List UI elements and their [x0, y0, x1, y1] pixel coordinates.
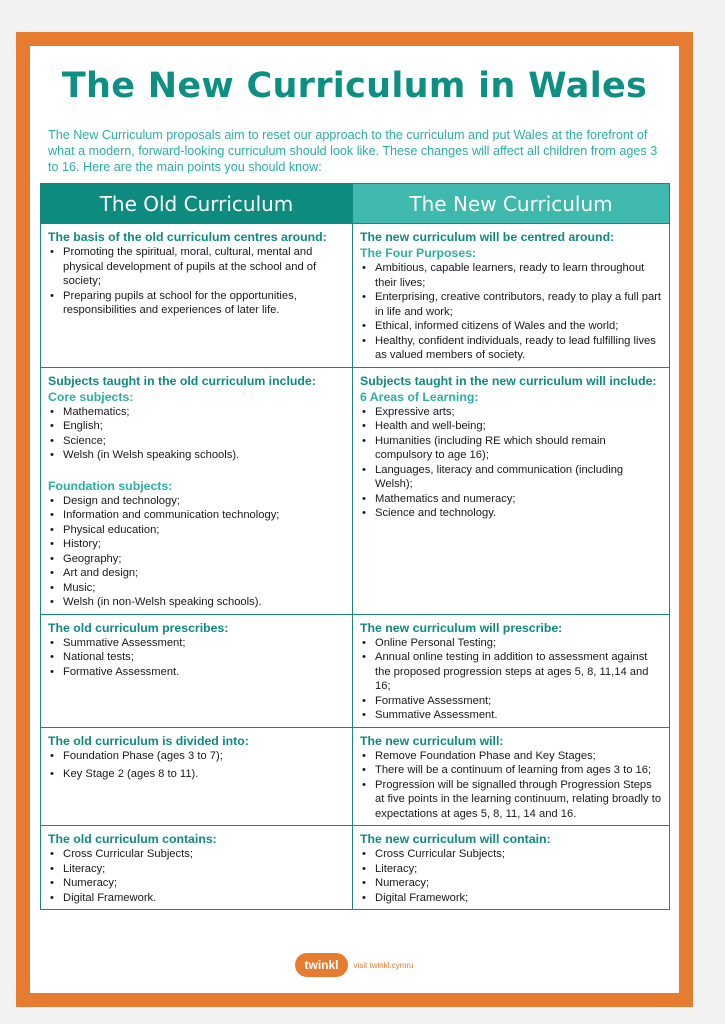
- old-contains-heading: The old curriculum contains:: [48, 832, 217, 846]
- old-divided-list: [48, 749, 345, 782]
- new-divided-cell: [353, 727, 670, 826]
- list-item: • Digital Framework.: [48, 891, 345, 906]
- new-contains-cell: [353, 826, 670, 910]
- list-item: • Literacy;: [360, 862, 662, 877]
- list-item: • National tests;: [48, 650, 345, 665]
- list-item: • Foundation Phase (ages 3 to 7);: [48, 749, 345, 764]
- page-content: [30, 46, 679, 993]
- list-item: • History;: [48, 537, 345, 552]
- old-subjects-cell: [41, 367, 353, 614]
- list-item: • Remove Foundation Phase and Key Stages;: [360, 749, 662, 764]
- list-item: • Numeracy;: [360, 876, 662, 891]
- footer: [30, 953, 679, 977]
- old-prescribe-cell: [41, 614, 353, 727]
- areas-of-learning-list: [360, 405, 662, 521]
- old-divided-heading: The old curriculum is divided into:: [48, 733, 249, 748]
- table-row-divided: [41, 727, 670, 826]
- table-row-basis: [41, 224, 670, 368]
- new-basis-cell: [353, 224, 670, 368]
- list-item: • Preparing pupils at school for the opportunities, responsibilities and experiences of later life.: [48, 289, 345, 318]
- page-frame: [16, 32, 693, 1007]
- list-item: • Progression will be signalled through Progression Steps at five points in the learning continuum, relating broadly to expectations at ages 5, 8, 11, 14 and 16.: [360, 778, 662, 822]
- list-item: • Science;: [48, 434, 345, 449]
- page-title: The New Curriculum in Wales: [61, 66, 648, 106]
- list-item: • Promoting the spiritual, moral, cultural, mental and physical development of pupils at the school and of society;: [48, 245, 345, 289]
- list-item: • Cross Curricular Subjects;: [48, 847, 345, 862]
- list-item: • Expressive arts;: [360, 405, 662, 420]
- table-row-prescribe: [41, 614, 670, 727]
- list-item: • Formative Assessment.: [48, 665, 345, 680]
- old-prescribe-heading: The old curriculum prescribes:: [48, 620, 229, 635]
- foundation-subjects-subheading: Foundation subjects:: [48, 478, 173, 493]
- foundation-subjects-list: [48, 494, 345, 610]
- new-basis-heading: The new curriculum will be centred around:: [360, 230, 615, 244]
- four-purposes-subheading: The Four Purposes:: [360, 246, 477, 260]
- list-item: • Numeracy;: [48, 876, 345, 891]
- list-item: • Ambitious, capable learners, ready to learn throughout their lives;: [360, 261, 662, 290]
- list-item: • Music;: [48, 581, 345, 596]
- areas-of-learning-subheading: 6 Areas of Learning:: [360, 389, 479, 404]
- new-divided-heading: The new curriculum will:: [360, 733, 504, 748]
- list-item: • Design and technology;: [48, 494, 345, 509]
- list-item: • Science and technology.: [360, 506, 662, 521]
- list-item: • Annual online testing in addition to assessment against the proposed progression steps at ages 5, 8, 11,14 and 16;: [360, 650, 662, 694]
- list-item: • Ethical, informed citizens of Wales and the world;: [360, 319, 662, 334]
- list-item: • Languages, literacy and communication (including Welsh);: [360, 463, 662, 492]
- old-curriculum-header: The Old Curriculum: [41, 184, 353, 224]
- list-item: • English;: [48, 419, 345, 434]
- list-item: • Physical education;: [48, 523, 345, 538]
- new-subjects-heading: Subjects taught in the new curriculum will include:: [360, 373, 657, 388]
- old-contains-list: [48, 847, 345, 905]
- list-item: • Cross Curricular Subjects;: [360, 847, 662, 862]
- list-item: • Welsh (in Welsh speaking schools).: [48, 448, 345, 463]
- list-item: • Enterprising, creative contributors, ready to play a full part in life and work;: [360, 290, 662, 319]
- old-contains-cell: [41, 826, 353, 910]
- list-item: • Healthy, confident individuals, ready to lead fulfilling lives as valued members of society.: [360, 334, 662, 363]
- comparison-table: [40, 183, 670, 910]
- list-item: • Digital Framework;: [360, 891, 662, 906]
- list-item: • Mathematics;: [48, 405, 345, 420]
- intro-paragraph: The New Curriculum proposals aim to reset our approach to the curriculum and put Wales at the forefront of what a modern, forward-looking curriculum should look like. These changes will affect all children from ages 3 to 16. Here are the main points you should know:: [48, 128, 658, 174]
- core-subjects-subheading: Core subjects:: [48, 389, 134, 404]
- old-basis-list: [48, 245, 345, 318]
- list-item: • Formative Assessment;: [360, 694, 662, 709]
- new-prescribe-heading: The new curriculum will prescribe:: [360, 620, 563, 635]
- core-subjects-list: [48, 405, 345, 463]
- list-item: • Information and communication technology;: [48, 508, 345, 523]
- new-prescribe-cell: [353, 614, 670, 727]
- new-contains-list: [360, 847, 662, 905]
- list-item: • Mathematics and numeracy;: [360, 492, 662, 507]
- old-basis-heading: The basis of the old curriculum centres around:: [48, 230, 327, 244]
- old-subjects-heading: Subjects taught in the old curriculum include:: [48, 373, 316, 388]
- list-item: • Summative Assessment;: [48, 636, 345, 651]
- list-item: • Literacy;: [48, 862, 345, 877]
- list-item: • There will be a continuum of learning from ages 3 to 16;: [360, 763, 662, 778]
- list-item: • Summative Assessment.: [360, 708, 662, 723]
- new-prescribe-list: [360, 636, 662, 723]
- table-row-subjects: [41, 367, 670, 614]
- list-item: • Online Personal Testing;: [360, 636, 662, 651]
- new-curriculum-header: The New Curriculum: [353, 184, 670, 224]
- new-contains-heading: The new curriculum will contain:: [360, 832, 551, 846]
- list-item: • Health and well-being;: [360, 419, 662, 434]
- new-subjects-cell: [353, 367, 670, 614]
- list-item: • Key Stage 2 (ages 8 to 11).: [48, 767, 345, 782]
- old-basis-cell: [41, 224, 353, 368]
- twinkl-logo: twinkl: [295, 953, 347, 977]
- list-item: • Welsh (in non-Welsh speaking schools).: [48, 595, 345, 610]
- list-item: • Art and design;: [48, 566, 345, 581]
- old-divided-cell: [41, 727, 353, 826]
- new-divided-list: [360, 749, 662, 822]
- new-basis-list: [360, 261, 662, 363]
- list-item: • Humanities (including RE which should remain compulsory to age 16);: [360, 434, 662, 463]
- visit-link[interactable]: visit twinkl.cymru: [353, 960, 414, 970]
- list-item: • Geography;: [48, 552, 345, 567]
- old-prescribe-list: [48, 636, 345, 680]
- table-header-row: [41, 184, 670, 224]
- table-row-contains: [41, 826, 670, 910]
